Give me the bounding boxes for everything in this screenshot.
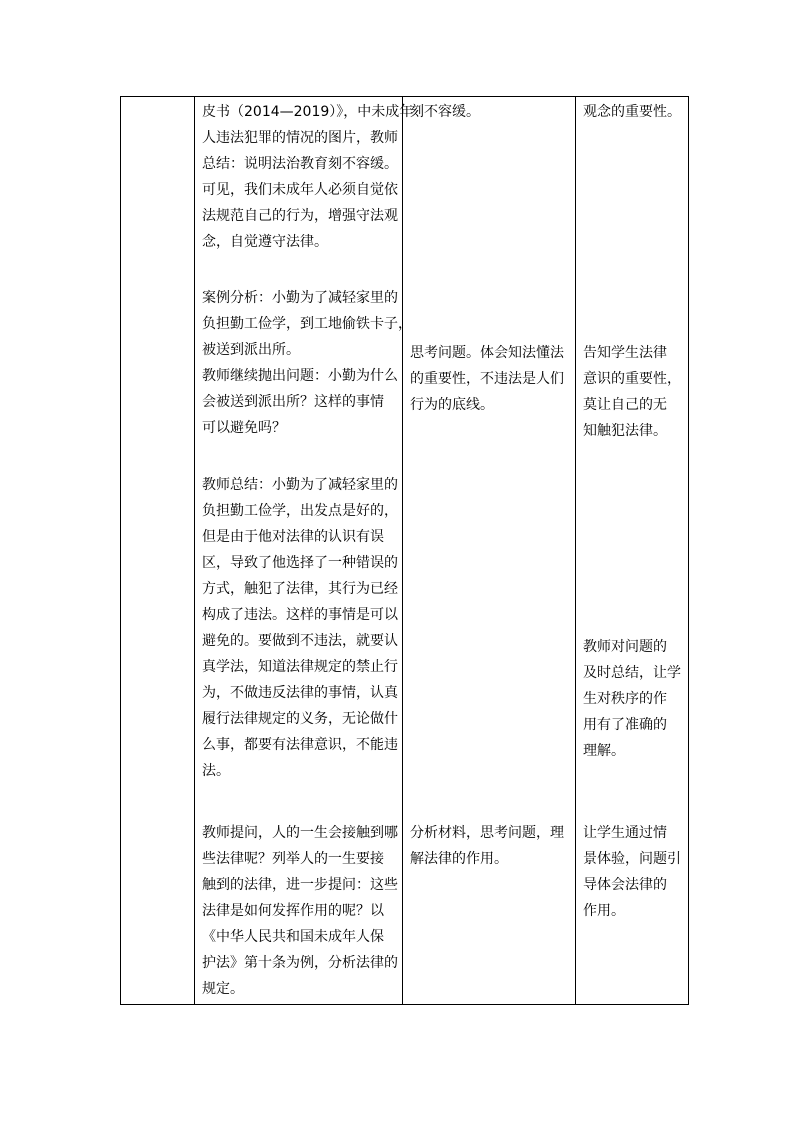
- text-block-student-1: [410, 99, 480, 125]
- text-line: 景体验，问题引: [583, 851, 681, 867]
- text-block-intent-3: [583, 634, 681, 764]
- text-line: 刻不容缓。: [410, 104, 480, 120]
- text-line: 负担勤工俭学，到工地偷铁卡子，: [202, 316, 412, 332]
- text-line: 的重要性，不违法是人们: [410, 371, 564, 387]
- text-line: 总结：说明法治教育刻不容缓。: [202, 156, 398, 172]
- text-block-teacher-question: [202, 820, 398, 1002]
- text-line: 让学生通过情: [583, 825, 667, 841]
- text-line: 意识的重要性，: [583, 371, 681, 387]
- text-line: 避免的。要做到不违法，就要认: [202, 633, 398, 649]
- text-line: 念，自觉遵守法律。: [202, 234, 328, 250]
- text-line: 《中华人民共和国未成年人保: [202, 929, 384, 945]
- text-line: 及时总结，让学: [583, 665, 681, 681]
- text-block-case-analysis: [202, 285, 412, 441]
- stage-column-cell: [121, 97, 195, 1005]
- text-line: 触到的法律，进一步提问：这些: [202, 877, 398, 893]
- text-line: 告知学生法律: [583, 345, 667, 361]
- design-intent-cell: [576, 97, 689, 1005]
- table-row: [121, 97, 689, 1005]
- text-line: 会被送到派出所？这样的事情: [202, 394, 384, 410]
- text-block-intent-1: [583, 99, 681, 125]
- text-line: 些法律呢？列举人的一生要接: [202, 851, 384, 867]
- text-line: 可以避免吗？: [202, 420, 286, 436]
- text-line: 皮书（2014—2019）》，中未成年: [202, 104, 414, 120]
- text-line: 生对秩序的作: [583, 691, 667, 707]
- student-activity-cell: [403, 97, 576, 1005]
- text-line: 解法律的作用。: [410, 851, 508, 867]
- text-line: 法规范自己的行为，增强守法观: [202, 208, 398, 224]
- text-line: 案例分析：小勤为了减轻家里的: [202, 290, 398, 306]
- text-line: 法。: [202, 763, 230, 779]
- text-line: 可见，我们未成年人必须自觉依: [202, 182, 398, 198]
- text-line: 么事，都要有法律意识，不能违: [202, 737, 398, 753]
- text-line: 负担勤工俭学，出发点是好的，: [202, 503, 398, 519]
- text-line: 真学法，知道法律规定的禁止行: [202, 659, 398, 675]
- text-line: 作用。: [583, 903, 625, 919]
- teacher-activity-cell: [195, 97, 414, 1005]
- text-line: 观念的重要性。: [583, 104, 681, 120]
- text-line: 教师继续抛出问题：小勤为什么: [202, 368, 398, 384]
- text-line: 理解。: [583, 743, 625, 759]
- text-line: 法律是如何发挥作用的呢？以: [202, 903, 384, 919]
- text-line: 为，不做违反法律的事情，认真: [202, 685, 398, 701]
- text-line: 行为的底线。: [410, 397, 494, 413]
- text-line: 构成了违法。这样的事情是可以: [202, 607, 398, 623]
- text-line: 分析材料，思考问题，理: [410, 825, 564, 841]
- text-block-student-3: [410, 820, 564, 872]
- text-line: 被送到派出所。: [202, 342, 300, 358]
- text-line: 规定。: [202, 981, 244, 997]
- text-block-intent-4: [583, 820, 681, 924]
- text-line: 教师提问，人的一生会接触到哪: [202, 825, 398, 841]
- text-line: 人违法犯罪的情况的图片，教师: [202, 130, 398, 146]
- text-block-intro: [202, 99, 413, 255]
- text-block-student-2: [410, 340, 564, 418]
- text-line: 用有了准确的: [583, 717, 667, 733]
- text-block-intent-2: [583, 340, 681, 444]
- lesson-plan-table: [120, 96, 689, 1005]
- text-line: 教师总结：小勤为了减轻家里的: [202, 477, 398, 493]
- text-line: 但是由于他对法律的认识有误: [202, 529, 384, 545]
- text-block-teacher-summary: [202, 472, 398, 784]
- text-line: 区，导致了他选择了一种错误的: [202, 555, 398, 571]
- text-line: 莫让自己的无: [583, 397, 667, 413]
- text-line: 导体会法律的: [583, 877, 667, 893]
- text-line: 方式，触犯了法律，其行为已经: [202, 581, 398, 597]
- text-line: 护法》第十条为例，分析法律的: [202, 955, 398, 971]
- text-line: 思考问题。体会知法懂法: [410, 345, 564, 361]
- text-line: 知触犯法律。: [583, 423, 667, 439]
- text-line: 履行法律规定的义务，无论做什: [202, 711, 398, 727]
- text-line: 教师对问题的: [583, 639, 667, 655]
